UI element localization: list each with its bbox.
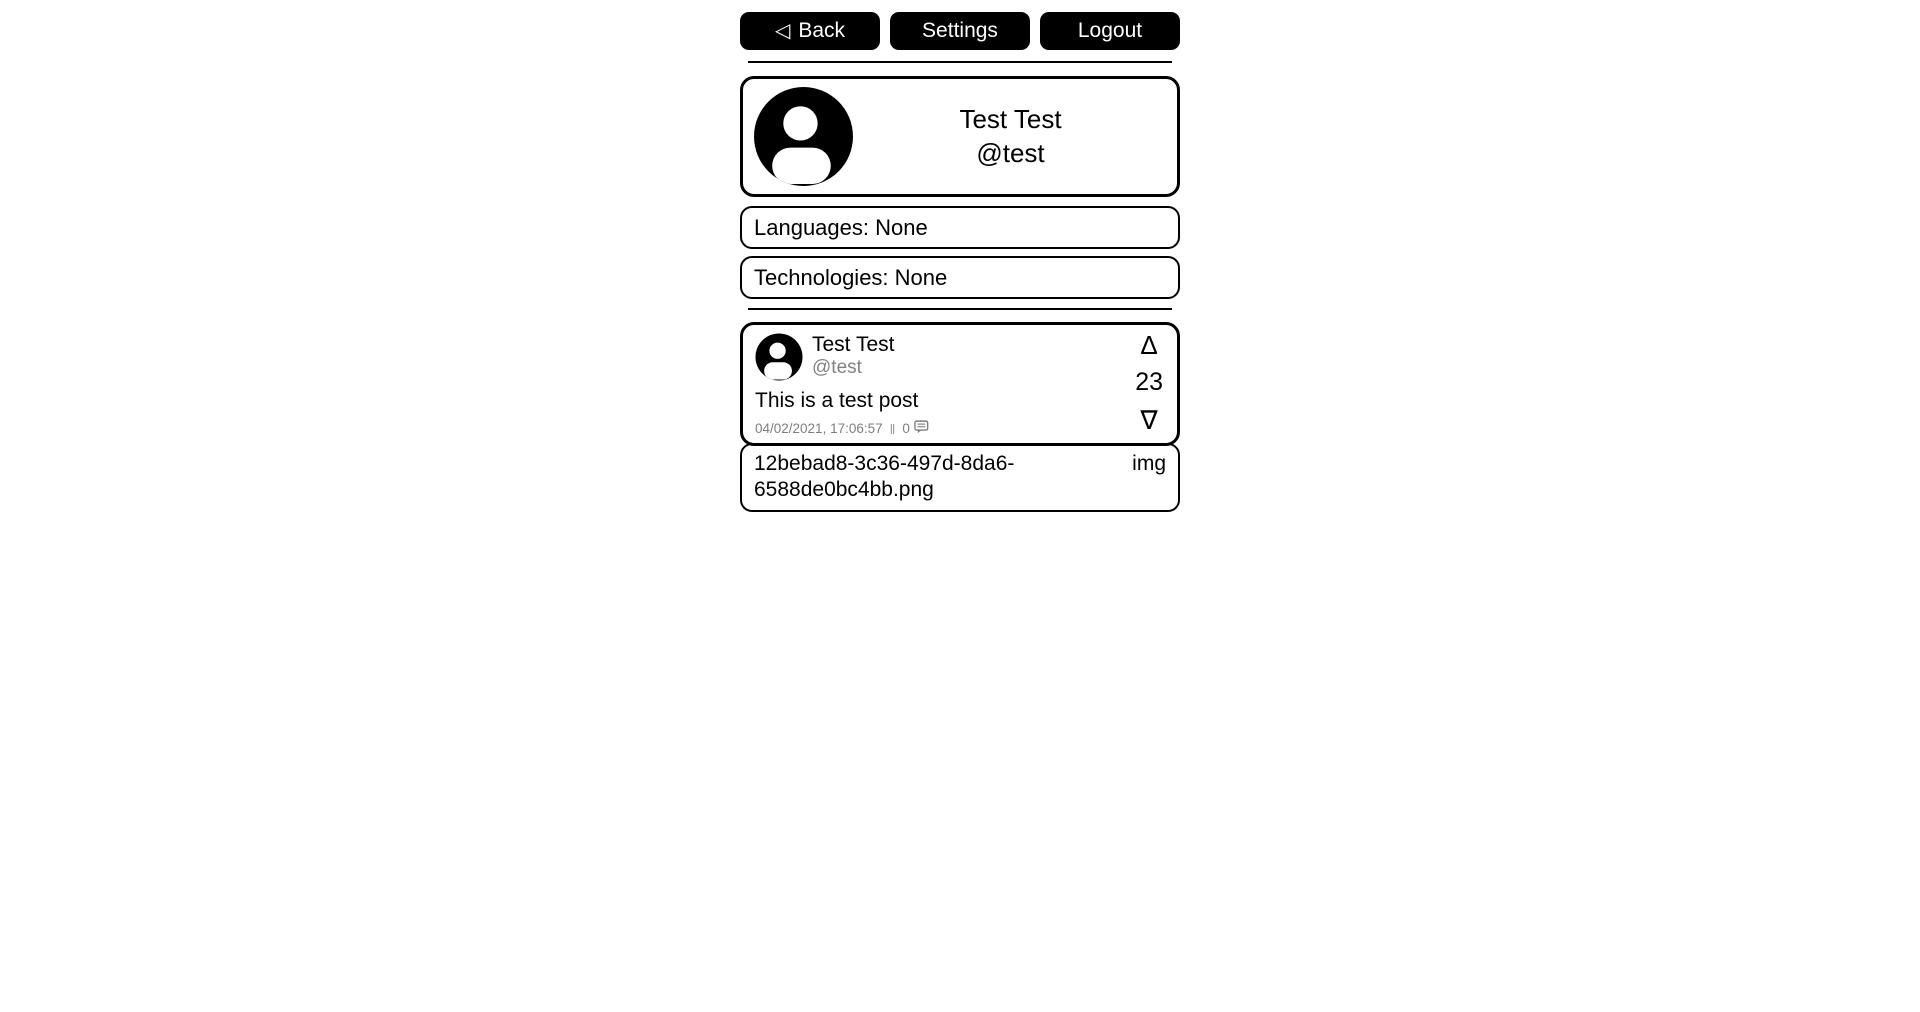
comment-group xyxy=(902,420,929,437)
vote-score: 23 xyxy=(1135,368,1163,396)
post-author-handle: @test xyxy=(812,357,862,379)
post-card[interactable] xyxy=(740,322,1180,446)
technologies-label: Technologies: None xyxy=(754,264,948,290)
post-timestamp: 04/02/2021, 17:06:57 xyxy=(755,421,883,436)
comment-bubble-icon xyxy=(914,420,929,437)
languages-label: Languages: None xyxy=(754,214,928,240)
posts-divider xyxy=(748,308,1172,310)
settings-button-label: Settings xyxy=(922,19,998,42)
logout-button[interactable] xyxy=(1040,12,1180,50)
profile-handle: @test xyxy=(976,137,1045,168)
profile-card xyxy=(740,76,1180,197)
languages-box xyxy=(740,206,1180,249)
post-attachment[interactable] xyxy=(740,443,1180,512)
post-author-avatar-icon xyxy=(755,333,803,381)
post-meta xyxy=(755,420,1165,437)
main-content xyxy=(740,0,1180,512)
profile-info xyxy=(854,103,1167,171)
post-author-name: Test Test xyxy=(812,333,895,356)
technologies-box xyxy=(740,256,1180,299)
post-body-text: This is a test post xyxy=(755,389,919,412)
meta-separator: ‖ xyxy=(889,420,896,437)
back-button[interactable] xyxy=(740,12,880,50)
profile-avatar-icon xyxy=(753,86,854,187)
top-divider xyxy=(748,61,1172,63)
upvote-button[interactable]: Δ xyxy=(1140,330,1158,360)
profile-name: Test Test xyxy=(959,103,1062,134)
post-author-block xyxy=(812,333,894,380)
downvote-button[interactable]: ∇ xyxy=(1140,405,1158,435)
toolbar xyxy=(740,12,1180,50)
vote-column xyxy=(1135,332,1163,433)
comment-count: 0 xyxy=(902,421,910,436)
attachment-type-label: img xyxy=(1132,452,1166,475)
attachment-filename: 12bebad8-3c36-497d-8da6-6588de0bc4bb.png xyxy=(754,452,1015,501)
back-arrow-icon: ◁ xyxy=(774,20,791,42)
back-button-label: Back xyxy=(798,19,846,42)
settings-button[interactable] xyxy=(890,12,1030,50)
logout-button-label: Logout xyxy=(1077,19,1143,42)
post-header xyxy=(755,330,1165,381)
